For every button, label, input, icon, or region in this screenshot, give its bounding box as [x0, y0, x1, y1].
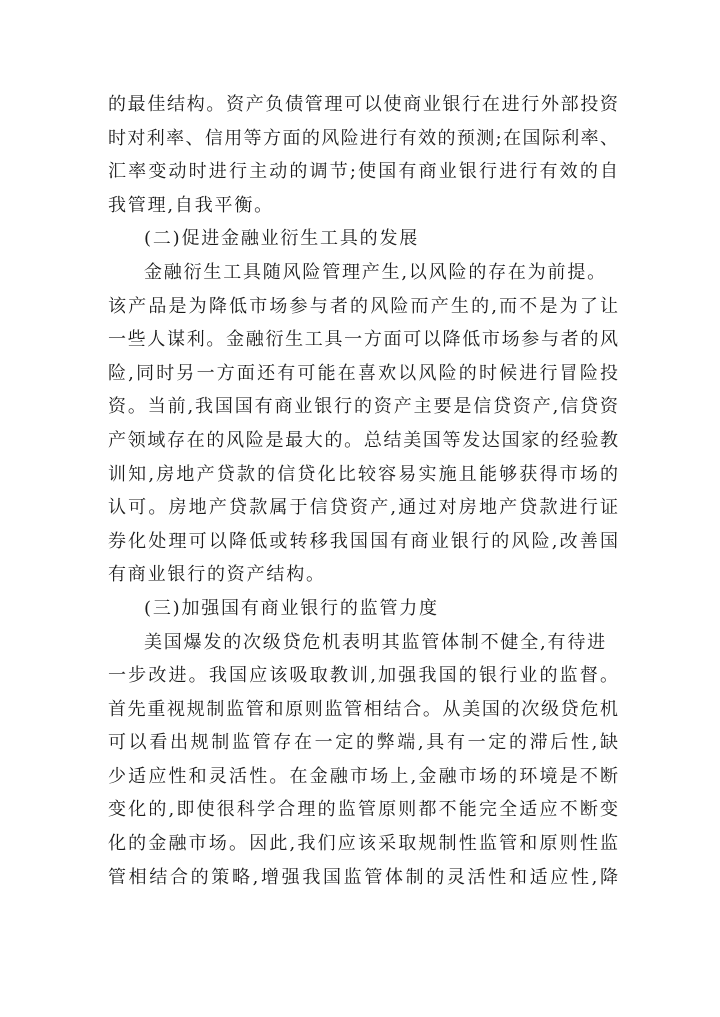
- text-line: 产领域存在的风险是最大的。总结美国等发达国家的经验教: [108, 429, 618, 451]
- text-line: 管相结合的策略,增强我国监管体制的灵活性和适应性,降: [108, 866, 618, 888]
- text-line: 首先重视规制监管和原则监管相结合。从美国的次级贷危机: [108, 698, 618, 720]
- text-line: 少适应性和灵活性。在金融市场上,金融市场的环境是不断: [108, 765, 618, 787]
- text-line: 该产品是为降低市场参与者的风险而产生的,而不是为了让: [108, 295, 618, 317]
- text-line: 变化的,即使很科学合理的监管原则都不能完全适应不断变: [108, 799, 618, 821]
- section-heading: (二)促进金融业衍生工具的发展: [144, 228, 420, 250]
- text-line: 有商业银行的资产结构。: [108, 564, 326, 586]
- text-line: 化的金融市场。因此,我们应该采取规制性监管和原则性监: [108, 833, 618, 855]
- text-line: 训知,房地产贷款的信贷化比较容易实施且能够获得市场的: [108, 463, 618, 485]
- text-line: 金融衍生工具随风险管理产生,以风险的存在为前提。: [144, 261, 607, 283]
- body-text: [108, 88, 618, 894]
- text-line: 可以看出规制监管存在一定的弊端,具有一定的滞后性,缺: [108, 732, 618, 754]
- text-line: 资。当前,我国国有商业银行的资产主要是信贷资产,信贷资: [108, 396, 618, 418]
- text-line: 一些人谋利。金融衍生工具一方面可以降低市场参与者的风: [108, 329, 618, 351]
- text-line: 时对利率、信用等方面的风险进行有效的预测;在国际利率、: [108, 127, 618, 149]
- text-line: 汇率变动时进行主动的调节;使国有商业银行进行有效的自: [108, 161, 618, 183]
- text-line: 的最佳结构。资产负债管理可以使商业银行在进行外部投资: [108, 94, 618, 115]
- text-line: 险,同时另一方面还有可能在喜欢以风险的时候进行冒险投: [108, 362, 618, 384]
- text-line: 认可。房地产贷款属于信贷资产,通过对房地产贷款进行证: [108, 497, 618, 519]
- text-line: 券化处理可以降低或转移我国国有商业银行的风险,改善国: [108, 530, 618, 552]
- text-line: 一步改进。我国应该吸取教训,加强我国的银行业的监督。: [108, 665, 618, 687]
- section-heading: (三)加强国有商业银行的监管力度: [144, 597, 439, 619]
- text-line: 美国爆发的次级贷危机表明其监管体制不健全,有待进: [144, 631, 607, 653]
- text-line: 我管理,自我平衡。: [108, 194, 274, 216]
